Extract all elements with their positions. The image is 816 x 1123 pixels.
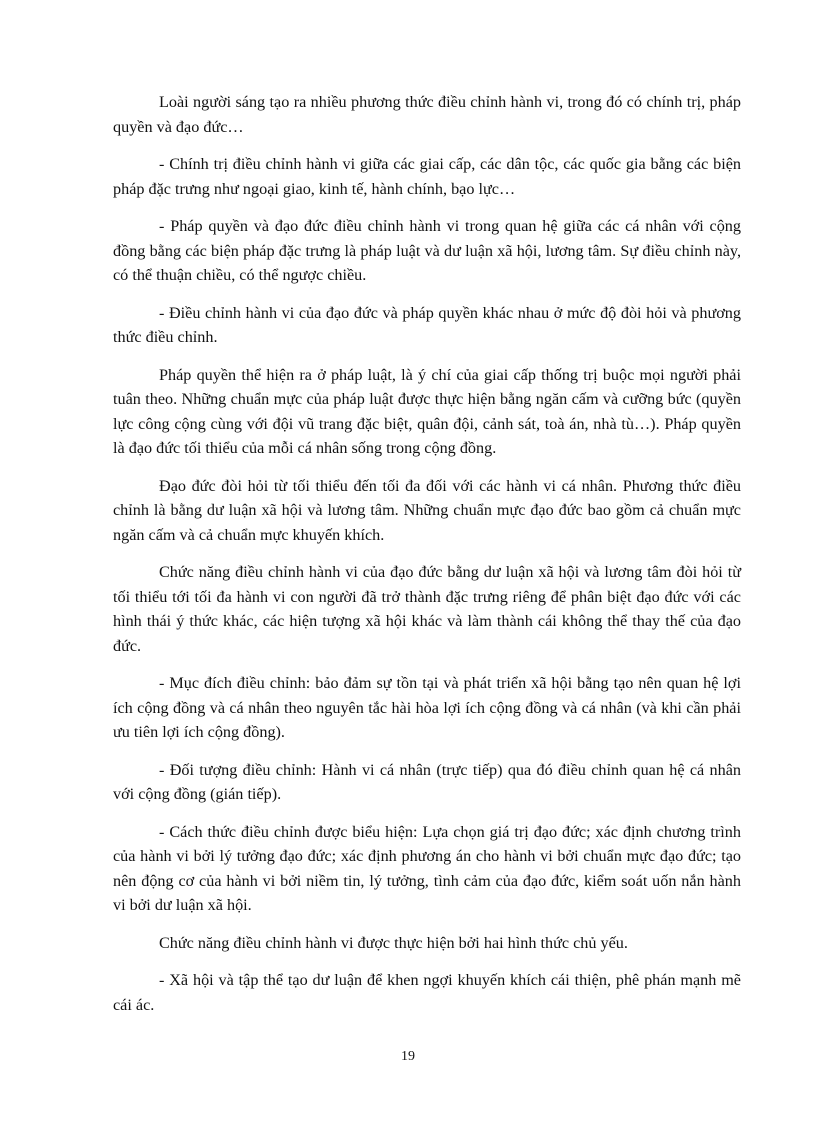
page-number: 19: [401, 1049, 415, 1064]
paragraph-methods-intro: Loài người sáng tạo ra nhiều phương thức điều chỉnh hành vi, trong đó có chính trị, pháp quyền và đạo đức…: [113, 93, 741, 136]
paragraph-difference: - Điều chỉnh hành vi của đạo đức và pháp quyền khác nhau ở mức độ đòi hỏi và phương thức điều chỉnh.: [113, 303, 741, 346]
paragraph-public-opinion: - Xã hội và tập thể tạo dư luận để khen ngợi khuyến khích cái thiện, phê phán mạnh mẽ cái ác.: [113, 971, 741, 1014]
paragraph-law-and-ethics: - Pháp quyền và đạo đức điều chỉnh hành vi trong quan hệ giữa các cá nhân với cộng đồng bằng các biện pháp đặc trưng là pháp luật và dư luận xã hội, lương tâm. Sự điều chỉnh này, có thể thuận chiều, có thể ngược chiều.: [113, 217, 741, 284]
paragraph-regulation-purpose: - Mục đích điều chỉnh: bảo đảm sự tồn tại và phát triển xã hội bằng tạo nên quan hệ lợi ích cộng đồng và cá nhân theo nguyên tắc hài hòa lợi ích cộng đồng và cá nhân (và khi cần phải ưu tiên lợi ích cộng đồng).: [113, 674, 741, 741]
paragraph-two-forms: Chức năng điều chỉnh hành vi được thực hiện bởi hai hình thức chủ yếu.: [159, 933, 628, 952]
page-body: [113, 90, 741, 1030]
paragraph-regulation-method: - Cách thức điều chỉnh được biểu hiện: Lựa chọn giá trị đạo đức; xác định chương trình của hành vi bởi lý tưởng đạo đức; xác định phương án cho hành vi bởi chuẩn mực đạo đức; tạo nên động cơ của hành vi bởi niềm tin, lý tưởng, tình cảm của đạo đức, kiểm soát uốn nắn hành vi bởi dư luận xã hội.: [113, 822, 741, 914]
paragraph-regulation-object: - Đối tượng điều chỉnh: Hành vi cá nhân (trực tiếp) qua đó điều chỉnh quan hệ cá nhân với cộng đồng (gián tiếp).: [113, 760, 741, 803]
paragraph-regulation-function: Chức năng điều chỉnh hành vi của đạo đức bằng dư luận xã hội và lương tâm đòi hỏi từ tối thiểu tới tối đa hành vi con người đã trở thành đặc trưng riêng để phân biệt đạo đức với các hình thái ý thức khác, các hiện tượng xã hội khác và làm thành cái không thể thay thế của đạo đức.: [113, 563, 741, 655]
paragraph-ethics-demands: Đạo đức đòi hỏi từ tối thiểu đến tối đa đối với các hành vi cá nhân. Phương thức điều chỉnh là bằng dư luận xã hội và lương tâm. Những chuẩn mực đạo đức bao gồm cả chuẩn mực ngăn cấm và cả chuẩn mực khuyến khích.: [113, 476, 741, 544]
paragraph-law-expression: Pháp quyền thể hiện ra ở pháp luật, là ý chí của giai cấp thống trị buộc mọi người phải tuân theo. Những chuẩn mực của pháp luật được thực hiện bằng ngăn cấm và cưỡng bức (quyền lực công cộng cùng với đội vũ trang đặc biệt, quân đội, cảnh sát, toà án, nhà tù…). Pháp quyền là đạo đức tối thiểu của mỗi cá nhân sống trong cộng đồng.: [113, 365, 741, 457]
paragraph-politics: - Chính trị điều chỉnh hành vi giữa các giai cấp, các dân tộc, các quốc gia bằng các biện pháp đặc trưng như ngoại giao, kinh tế, hành chính, bạo lực…: [113, 155, 741, 198]
